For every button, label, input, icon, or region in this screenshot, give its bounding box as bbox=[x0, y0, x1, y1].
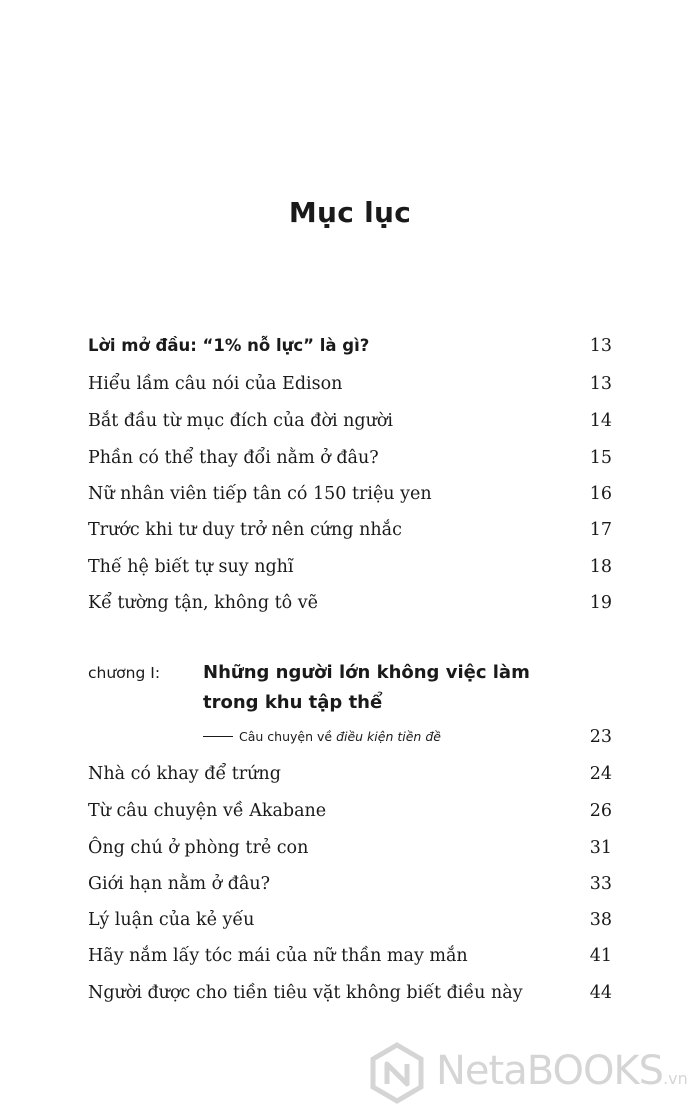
toc-page-number: 19 bbox=[589, 593, 612, 613]
toc-item[interactable] bbox=[88, 411, 612, 441]
toc-item-label: Nhà có khay để trứng bbox=[88, 764, 281, 784]
toc-intro-heading[interactable] bbox=[88, 336, 612, 366]
toc-page-number: 41 bbox=[589, 946, 612, 966]
toc-page-number: 13 bbox=[589, 336, 612, 356]
toc-item-label: Kể tường tận, không tô vẽ bbox=[88, 593, 318, 613]
toc-item[interactable] bbox=[88, 448, 612, 478]
chapter-title-line1[interactable]: Những người lớn không việc làm bbox=[203, 662, 530, 683]
toc-item-label: Giới hạn nằm ở đâu? bbox=[88, 874, 271, 894]
toc-item[interactable] bbox=[88, 801, 612, 831]
watermark-brand: NetaBOOKS bbox=[436, 1048, 664, 1094]
toc-item-label: Thế hệ biết tự suy nghĩ bbox=[88, 557, 294, 577]
toc-item-label: Bắt đầu từ mục đích của đời người bbox=[88, 411, 394, 431]
toc-item-label: Trước khi tư duy trở nên cứng nhắc bbox=[88, 520, 402, 540]
chapter-subtitle-emphasis: điều kiện tiền đề bbox=[336, 729, 441, 744]
watermark bbox=[366, 1040, 686, 1110]
toc-item-label: Phần có thể thay đổi nằm ở đâu? bbox=[88, 448, 379, 468]
watermark-suffix: .vn bbox=[663, 1069, 688, 1088]
toc-item-label: Từ câu chuyện về Akabane bbox=[88, 801, 327, 821]
toc-item[interactable] bbox=[88, 946, 612, 976]
toc-item[interactable] bbox=[88, 374, 612, 404]
toc-item[interactable] bbox=[88, 557, 612, 587]
toc-item-label: Người được cho tiền tiêu vặt không biết điều này bbox=[88, 983, 523, 1003]
page-title: Mục lục bbox=[288, 196, 412, 229]
toc-item-label: Nữ nhân viên tiếp tân có 150 triệu yen bbox=[88, 484, 432, 504]
toc-page-number: 31 bbox=[589, 838, 612, 858]
n-logo-icon bbox=[366, 1042, 428, 1104]
toc-page-number: 17 bbox=[589, 520, 612, 540]
toc-heading-label: Lời mở đầu: “1% nỗ lực” là gì? bbox=[88, 336, 370, 355]
toc-page-number: 13 bbox=[589, 374, 612, 394]
toc-item-label: Lý luận của kẻ yếu bbox=[88, 910, 255, 930]
chapter-page-number: 23 bbox=[589, 727, 612, 747]
toc-page-number: 18 bbox=[589, 557, 612, 577]
toc-page-number: 14 bbox=[589, 411, 612, 431]
chapter-title-line2[interactable]: trong khu tập thể bbox=[203, 692, 383, 713]
toc-item-label: Ông chú ở phòng trẻ con bbox=[88, 838, 309, 858]
toc-item[interactable] bbox=[88, 520, 612, 550]
toc-page-number: 38 bbox=[589, 910, 612, 930]
toc-item[interactable] bbox=[88, 764, 612, 794]
toc-item[interactable] bbox=[88, 874, 612, 904]
toc-item[interactable] bbox=[88, 484, 612, 514]
toc-item[interactable] bbox=[88, 983, 612, 1013]
toc-page-number: 33 bbox=[589, 874, 612, 894]
toc-item[interactable] bbox=[88, 838, 612, 868]
toc-page-number: 15 bbox=[589, 448, 612, 468]
watermark-text bbox=[436, 1048, 688, 1094]
toc-item[interactable] bbox=[88, 910, 612, 940]
em-dash-rule bbox=[203, 736, 233, 737]
chapter-label: chương I: bbox=[88, 664, 161, 682]
toc-page-number: 44 bbox=[589, 983, 612, 1003]
chapter-subtitle-prefix: Câu chuyện về bbox=[239, 729, 333, 744]
chapter-subtitle bbox=[203, 729, 441, 744]
toc-page-number: 26 bbox=[589, 801, 612, 821]
toc-item-label: Hãy nắm lấy tóc mái của nữ thần may mắn bbox=[88, 946, 468, 966]
toc-item[interactable] bbox=[88, 593, 612, 623]
toc-item-label: Hiểu lầm câu nói của Edison bbox=[88, 374, 343, 394]
toc-page-number: 16 bbox=[589, 484, 612, 504]
toc-page-number: 24 bbox=[589, 764, 612, 784]
